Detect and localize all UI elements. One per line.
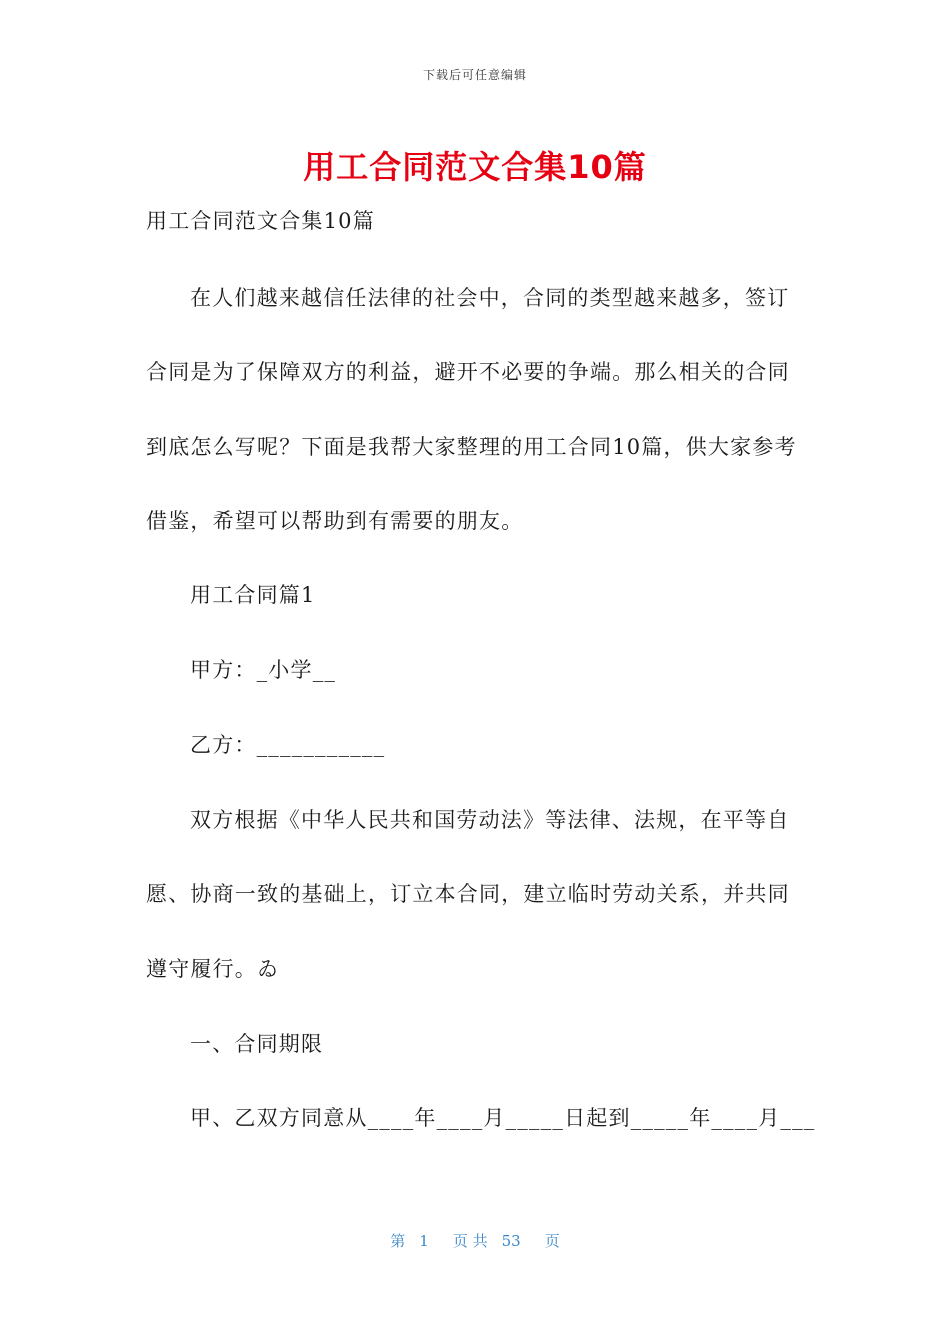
party-b-line: 乙方：___________ <box>190 733 386 757</box>
party-a-line: 甲方：_小学__ <box>190 658 337 682</box>
footer-total-pages: 53 <box>501 1232 521 1250</box>
clause-heading: 一、合同期限 <box>190 1032 324 1056</box>
paragraph-line: 到底怎么写呢？下面是我帮大家整理的用工合同10篇，供大家参考 <box>146 435 797 459</box>
subtitle-line: 用工合同范文合集10篇 <box>146 209 375 233</box>
paragraph-line: 双方根据《中华人民共和国劳动法》等法律、法规，在平等自 <box>190 808 790 832</box>
document-title: 用工合同范文合集10篇 <box>303 148 647 186</box>
footer-middle: 页 共 <box>452 1232 488 1250</box>
paragraph-line: 遵守履行。ゐ <box>146 957 280 981</box>
paragraph-line: 愿、协商一致的基础上，订立本合同，建立临时劳动关系，并共同 <box>146 882 790 906</box>
footer-page-number: 1 <box>419 1232 429 1250</box>
page-footer <box>0 1230 950 1251</box>
header-note: 下载后可任意编辑 <box>422 68 527 82</box>
paragraph-line: 借鉴，希望可以帮助到有需要的朋友。 <box>146 509 524 533</box>
footer-prefix: 第 <box>390 1232 406 1250</box>
paragraph-line: 在人们越来越信任法律的社会中，合同的类型越来越多，签订 <box>190 286 790 310</box>
paragraph-line: 甲、乙双方同意从____年____月_____日起到_____年____月___ <box>190 1106 816 1130</box>
section-heading: 用工合同篇1 <box>190 583 316 607</box>
paragraph-line: 合同是为了保障双方的利益，避开不必要的争端。那么相关的合同 <box>146 360 790 384</box>
footer-suffix: 页 <box>544 1232 560 1250</box>
